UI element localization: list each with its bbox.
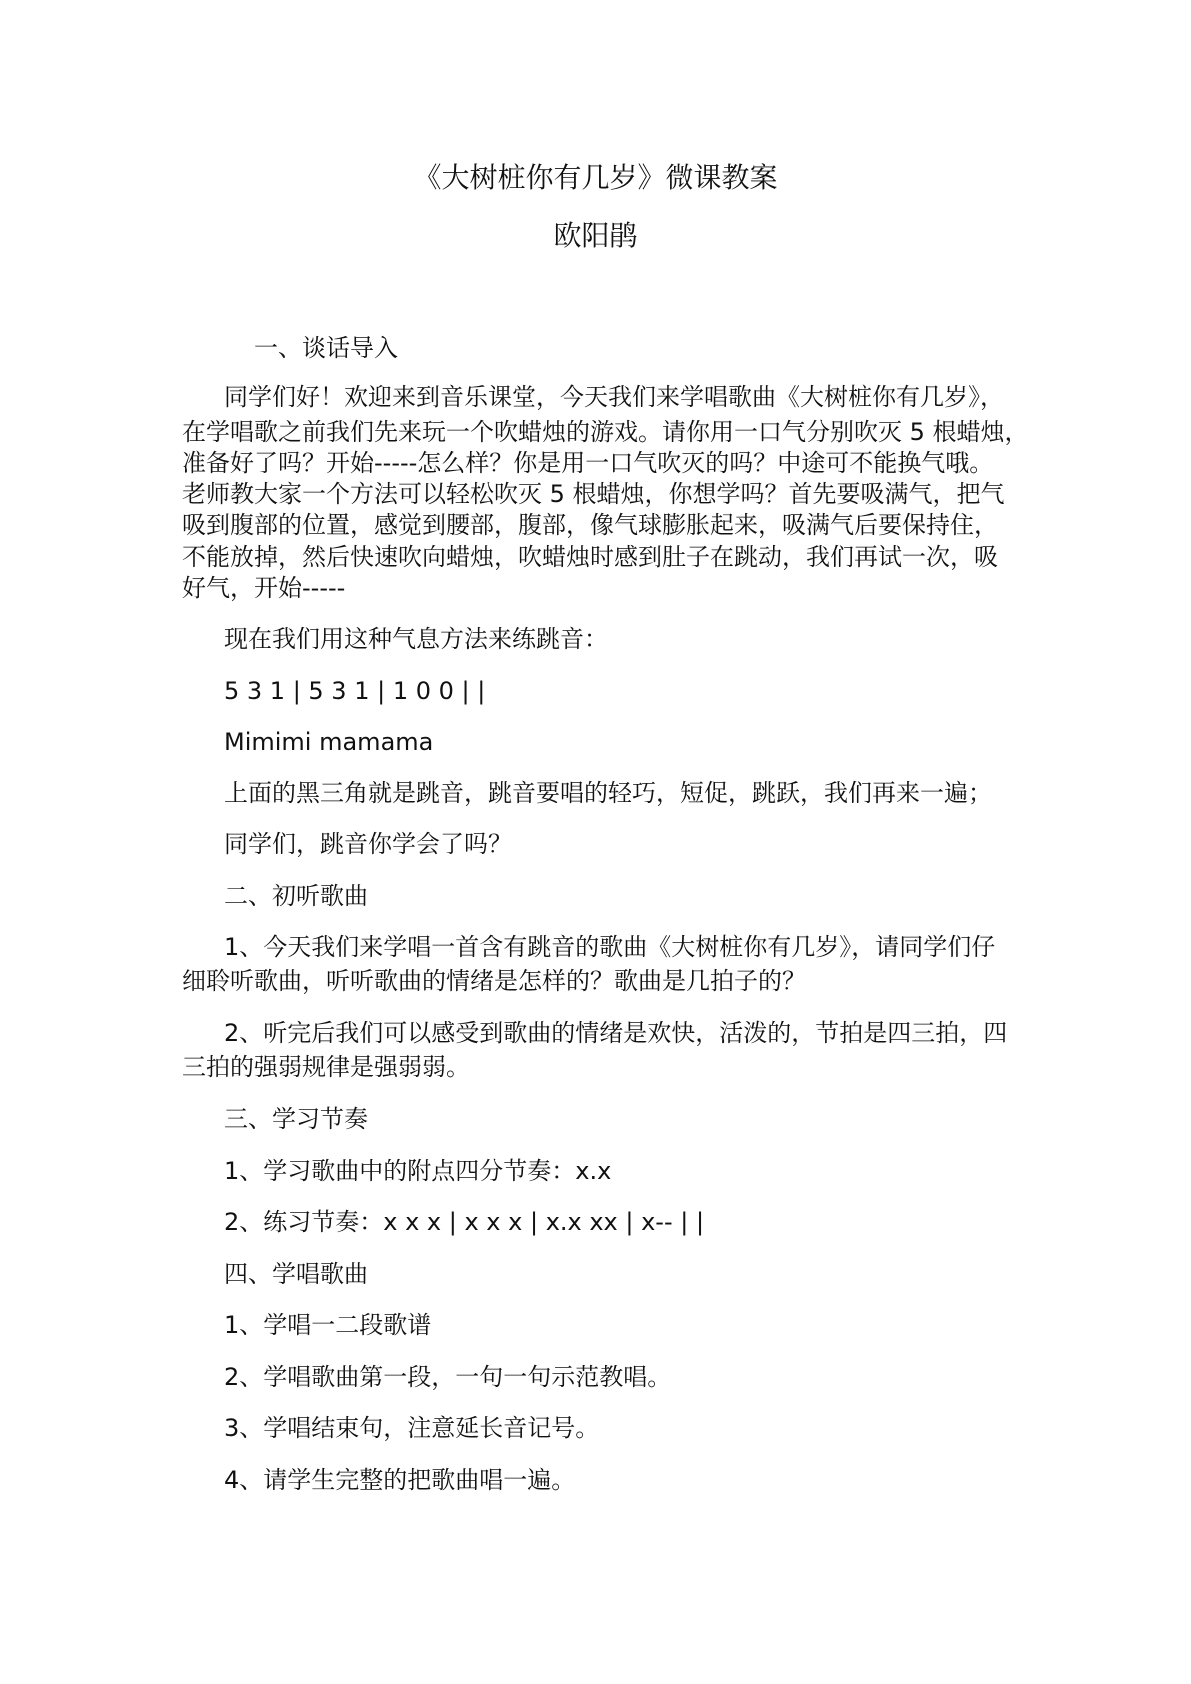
list-item: 3、学唱结束句，注意延长音记号。	[224, 1414, 600, 1442]
paragraph-line: 吸到腹部的位置，感觉到腰部，腹部，像气球膨胀起来，吸满气后要保持住，	[182, 511, 998, 539]
paragraph-line: 1、今天我们来学唱一首含有跳音的歌曲《大树桩你有几岁》，请同学们仔	[224, 933, 996, 961]
text-line: 上面的黑三角就是跳音，跳音要唱的轻巧，短促，跳跃，我们再来一遍；	[224, 779, 992, 807]
paragraph-line: 不能放掉，然后快速吹向蜡烛，吹蜡烛时感到肚子在跳动，我们再试一次，吸	[182, 543, 998, 571]
paragraph-line: 2、听完后我们可以感受到歌曲的情绪是欢快，活泼的，节拍是四三拍，四	[224, 1019, 1008, 1047]
document-title: 《大树桩你有几岁》微课教案	[413, 161, 778, 194]
paragraph-line: 老师教大家一个方法可以轻松吹灭 5 根蜡烛，你想学吗？首先要吸满气，把气	[182, 480, 1005, 508]
list-item: 2、练习节奏：x x x | x x x | x.x xx | x-- | |	[224, 1208, 705, 1236]
section-heading-2: 二、初听歌曲	[224, 882, 368, 910]
paragraph-line: 准备好了吗？开始-----怎么样？你是用一口气吹灭的吗？中途可不能换气哦。	[182, 449, 994, 477]
paragraph-line: 三拍的强弱规律是强弱弱。	[182, 1053, 470, 1081]
section-heading-3: 三、学习节奏	[224, 1105, 368, 1133]
list-item: 1、学唱一二段歌谱	[224, 1311, 432, 1339]
paragraph-line: 在学唱歌之前我们先来玩一个吹蜡烛的游戏。请你用一口气分别吹灭 5 根蜡烛，	[182, 418, 1029, 446]
list-item: 4、请学生完整的把歌曲唱一遍。	[224, 1466, 576, 1494]
text-line: 现在我们用这种气息方法来练跳音：	[224, 625, 608, 653]
paragraph-line: 好气，开始-----	[182, 574, 346, 602]
syllables-line: Mimimi mamama	[224, 728, 434, 756]
section-heading-1: 一、谈话导入	[254, 334, 398, 362]
text-line: 同学们，跳音你学会了吗？	[224, 830, 512, 858]
document-author: 欧阳鹃	[553, 219, 638, 252]
notes-line: 5 3 1 | 5 3 1 | 1 0 0 | |	[224, 677, 486, 705]
paragraph-line: 同学们好！欢迎来到音乐课堂，今天我们来学唱歌曲《大树桩你有几岁》，	[224, 383, 1004, 411]
list-item: 1、学习歌曲中的附点四分节奏：x.x	[224, 1157, 612, 1185]
paragraph-line: 细聆听歌曲，听听歌曲的情绪是怎样的？歌曲是几拍子的？	[182, 967, 806, 995]
section-heading-4: 四、学唱歌曲	[224, 1260, 368, 1288]
list-item: 2、学唱歌曲第一段，一句一句示范教唱。	[224, 1363, 672, 1391]
